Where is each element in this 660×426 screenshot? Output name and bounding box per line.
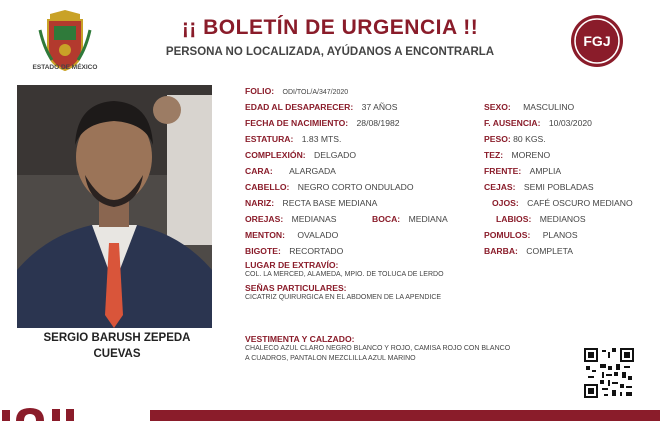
field-ojos [492,198,633,208]
field-sexo [484,102,574,112]
extravio-text: COL. LA MERCED, ALAMEDA, MPIO. DE TOLUCA DE LERDO [245,271,444,278]
estatura-label: ESTATURA: [245,134,294,144]
sexo-label: SEXO: [484,102,511,112]
peso-value: 80 KGS. [513,134,546,144]
senas-text: CICATRIZ QUIRURGICA EN EL ABDOMEN DE LA APENDICE [245,294,442,301]
field-nariz [245,198,377,208]
f-ausencia-value: 10/03/2020 [548,118,592,128]
state-label: ESTADO DE MÉXICO [32,64,98,71]
field-menton [245,230,338,240]
vestimenta-line2: A CUADROS, PANTALON MEZCLILLA AZUL MARINO [245,354,416,362]
person-name-line1: SERGIO BARUSH ZEPEDA [43,332,191,344]
field-edad [245,102,397,112]
field-peso [484,134,546,144]
person-name [17,330,217,362]
barba-value: COMPLETA [526,246,573,256]
pomulos-label: POMULOS: [484,230,531,240]
extravio-label: LUGAR DE EXTRAVÍO: [245,260,339,270]
frente-value: AMPLIA [529,166,562,176]
fecha-nacimiento-value: 28/08/1982 [356,118,400,128]
orejas-value: MEDIANAS [291,214,337,224]
field-barba [484,246,573,256]
frente-label: FRENTE: [484,166,522,176]
extravio-block [245,260,444,280]
bulletin-title: ¡¡ BOLETÍN DE URGENCIA !! [181,16,479,39]
bulletin-subtitle: PERSONA NO LOCALIZADA, AYÚDANOS A ENCONTRARLA [165,46,495,58]
field-cabello [245,182,414,192]
field-pomulos [484,230,578,240]
bigote-label: BIGOTE: [245,246,281,256]
vestimenta-label: VESTIMENTA Y CALZADO: [245,334,355,344]
cabello-label: CABELLO: [245,182,290,192]
senas-block [245,283,441,303]
field-boca [372,214,448,224]
person-name-line2: CUEVAS [93,348,141,360]
bottom-left-decoration [0,406,80,421]
labios-value: MEDIANOS [539,214,586,224]
boca-label: BOCA: [372,214,401,224]
complexion-value: DELGADO [314,150,357,160]
field-tez [484,150,550,160]
menton-value: OVALADO [297,230,339,240]
field-complexion [245,150,356,160]
f-ausencia-label: F. AUSENCIA: [484,118,541,128]
qr-code [584,348,634,398]
senas-label: SEÑAS PARTICULARES: [245,283,347,293]
edad-label: EDAD AL DESAPARECER: [245,102,354,112]
field-f-ausencia [484,118,592,128]
field-estatura [245,134,341,144]
vestimenta-block [245,334,510,363]
bottom-accent-bar [150,410,660,421]
field-cara [245,166,336,176]
boca-value: MEDIANA [408,214,448,224]
pomulos-value: PLANOS [542,230,578,240]
ojos-value: CAFÉ OSCURO MEDIANO [527,198,633,208]
folio-label: FOLIO: [245,86,275,96]
nariz-value: RECTA BASE MEDIANA [282,198,378,208]
bigote-value: RECORTADO [289,246,344,256]
folio-value: ODI/TOL/A/347/2020 [282,89,349,96]
field-frente [484,166,561,176]
tez-value: MORENO [511,150,551,160]
field-bigote [245,246,343,256]
vestimenta-line1: CHALECO AZUL CLARO NEGRO BLANCO Y ROJO, CAMISA ROJO CON BLANCO [245,345,511,352]
edad-value: 37 AÑOS [361,102,398,112]
field-orejas [245,214,336,224]
field-fecha-nacimiento [245,118,400,128]
menton-label: MENTON: [245,230,285,240]
fecha-nacimiento-label: FECHA DE NACIMIENTO: [245,118,349,128]
cejas-label: CEJAS: [484,182,516,192]
labios-label: LABIOS: [496,214,532,224]
missing-person-photo [17,85,212,328]
cara-label: CARA: [245,166,273,176]
fgj-logo-text: FGJ [583,33,611,49]
barba-label: BARBA: [484,246,518,256]
estatura-value: 1.83 MTS. [301,134,342,144]
field-cejas [484,182,594,192]
sexo-value: MASCULINO [523,102,575,112]
peso-label: PESO: [484,134,511,144]
fgj-logo [570,14,624,68]
orejas-label: OREJAS: [245,214,284,224]
ojos-label: OJOS: [492,198,519,208]
field-folio [245,86,348,96]
field-labios [496,214,586,224]
cabello-value: NEGRO CORTO ONDULADO [297,182,414,192]
nariz-label: NARIZ: [245,198,275,208]
complexion-label: COMPLEXIÓN: [245,150,306,160]
tez-label: TEZ: [484,150,504,160]
cejas-value: SEMI POBLADAS [523,182,594,192]
cara-value: ALARGADA [289,166,336,176]
